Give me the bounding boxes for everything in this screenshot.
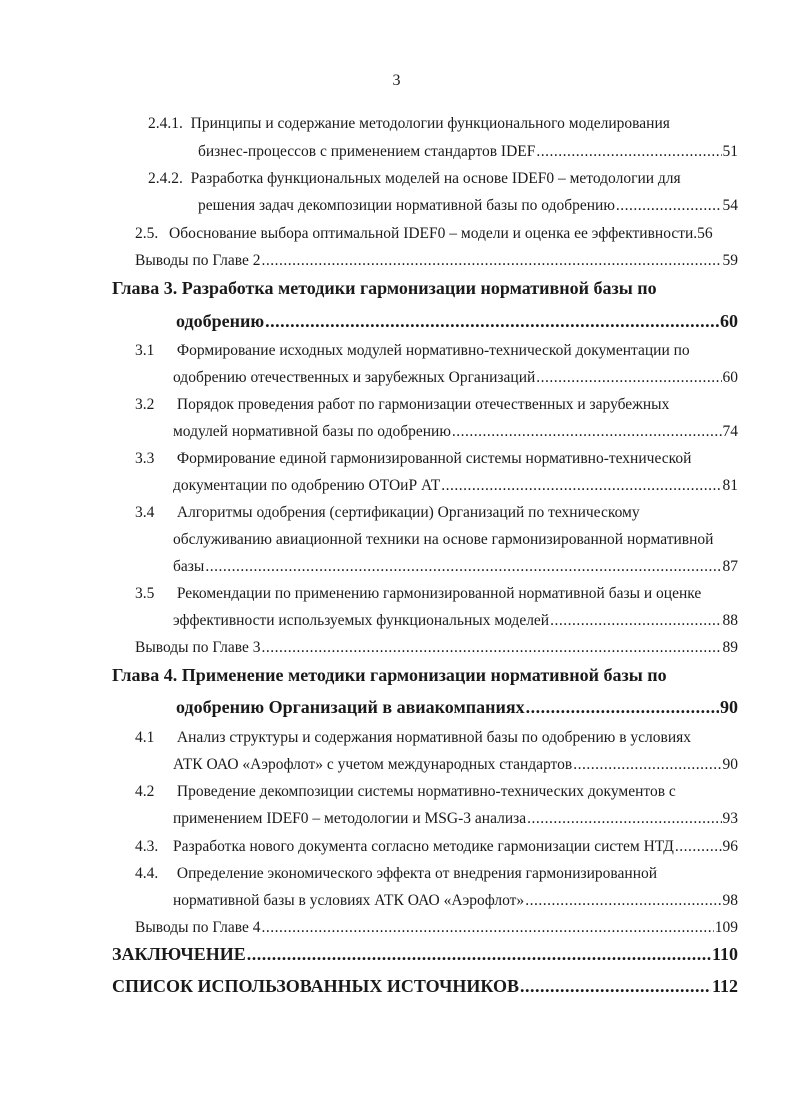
- dot-leader: [527, 810, 721, 828]
- entry-number: 2.5.: [135, 225, 159, 242]
- dot-leader: [526, 697, 719, 718]
- entry-title-line1: Алгоритмы одобрения (сертификации) Организаций по техническому: [176, 504, 640, 521]
- entry-page: 110: [711, 944, 738, 964]
- toc-entry-3-5-cont[interactable]: [173, 612, 738, 630]
- entry-number: 3.3: [135, 450, 155, 467]
- entry-title-line1: Разработка функциональных моделей на основе IDEF0 – методологии для: [190, 170, 681, 187]
- toc-entry-3-3[interactable]: [135, 450, 691, 468]
- toc-entry-4-4-cont[interactable]: [173, 892, 738, 910]
- toc-entry-conclusions-3[interactable]: [135, 639, 738, 657]
- dot-leader: [265, 311, 719, 332]
- page-number: 3: [392, 72, 401, 89]
- dot-leader: [616, 197, 722, 215]
- entry-page: 96: [722, 838, 738, 855]
- entry-page: 60: [722, 369, 738, 386]
- entry-number: 4.4.: [135, 865, 159, 882]
- entry-title-line2: одобрению Организаций в авиакомпаниях: [176, 697, 525, 717]
- dot-leader: [441, 477, 721, 495]
- entry-title: Выводы по Главе 4: [135, 919, 261, 936]
- entry-title-line1: Принципы и содержание методологии функционального моделирования: [190, 115, 670, 132]
- toc-entry-3-4[interactable]: [135, 504, 640, 522]
- toc-entry-3-2-cont[interactable]: [173, 423, 738, 441]
- toc-entry-4-1-cont[interactable]: [173, 756, 738, 774]
- entry-title: Выводы по Главе 2: [135, 252, 261, 269]
- entry-title-line2: эффективности используемых функциональных моделей: [173, 612, 550, 629]
- toc-entry-2-5[interactable]: [135, 225, 738, 243]
- dot-leader: [525, 892, 721, 910]
- dot-leader: [573, 756, 721, 774]
- toc-entry-4-1[interactable]: [135, 729, 691, 747]
- dot-leader: [536, 369, 721, 387]
- chapter-4-title[interactable]: Глава 4. Применение методики гармонизации нормативной базы по: [112, 665, 667, 685]
- entry-page: 51: [722, 143, 738, 160]
- entry-title: Разработка нового документа согласно методике гармонизации систем НТД: [173, 838, 674, 855]
- entry-title-line2: бизнес-процессов с применением стандартов IDEF: [198, 143, 536, 160]
- toc-entry-4-2-cont[interactable]: [173, 810, 738, 828]
- toc-entry-4-3[interactable]: [135, 838, 738, 856]
- entry-title-line1: Анализ структуры и содержания нормативной базы по одобрению в условиях: [176, 729, 692, 746]
- dot-leader: [205, 558, 721, 576]
- chapter-3-cont[interactable]: [176, 311, 738, 332]
- entry-page: 98: [722, 892, 738, 909]
- entry-page: 90: [720, 697, 738, 717]
- entry-title-line2: модулей нормативной базы по одобрению: [173, 423, 451, 440]
- toc-entry-3-1-cont[interactable]: [173, 369, 738, 387]
- toc-entry-3-2[interactable]: [135, 396, 669, 414]
- dot-leader: [262, 639, 722, 657]
- entry-page: 88: [722, 612, 738, 629]
- entry-title-line2: решения задач декомпозиции нормативной базы по одобрению: [198, 197, 615, 214]
- entry-number: 3.2: [135, 396, 155, 413]
- toc-entry-conclusion[interactable]: [112, 944, 738, 965]
- entry-number: 3.4: [135, 504, 155, 521]
- toc-entry-3-1[interactable]: [135, 342, 690, 360]
- entry-page: 90: [722, 756, 738, 773]
- entry-page: 81: [722, 477, 738, 494]
- entry-title-line2: одобрению отечественных и зарубежных Организаций: [173, 369, 536, 386]
- dot-leader: [536, 143, 721, 161]
- entry-title-line1: Проведение декомпозиции системы нормативно-технических документов с: [176, 783, 676, 800]
- entry-title: Выводы по Главе 3: [135, 639, 261, 656]
- entry-page: 59: [722, 252, 738, 269]
- entry-page: 112: [711, 976, 738, 996]
- entry-title-line2: обслуживанию авиационной техники на основе гармонизированной нормативной: [173, 531, 714, 548]
- toc-entry-conclusions-2[interactable]: [135, 252, 738, 270]
- entry-page: 54: [722, 197, 738, 214]
- toc-entry-2-4-2-cont[interactable]: [198, 197, 738, 215]
- entry-title-line1: Порядок проведения работ по гармонизации отечественных и зарубежных: [176, 396, 670, 413]
- entry-page: 89: [722, 639, 738, 656]
- chapter-4-cont[interactable]: [176, 697, 738, 718]
- entry-number: 3.5: [135, 585, 155, 602]
- dot-leader: [247, 944, 711, 965]
- entry-page: 56: [697, 225, 713, 242]
- toc-entry-2-4-1-cont[interactable]: [198, 143, 738, 161]
- entry-title-line2: документации по одобрению ОТОиР АТ: [173, 477, 441, 494]
- entry-title-line2: АТК ОАО «Аэрофлот» с учетом международных стандартов: [173, 756, 573, 773]
- toc-entry-4-4[interactable]: [135, 865, 657, 883]
- entry-page: 93: [722, 810, 738, 827]
- entry-title: Обоснование выбора оптимальной IDEF0 – модели и оценка ее эффективности.: [169, 225, 698, 242]
- entry-title-line2: нормативной базы в условиях АТК ОАО «Аэрофлот»: [173, 892, 525, 909]
- toc-entry-2-4-1[interactable]: [148, 115, 670, 133]
- toc-entry-3-3-cont[interactable]: [173, 477, 738, 495]
- entry-title-line1: Определение экономического эффекта от внедрения гармонизированной: [176, 865, 658, 882]
- entry-title-line2: одобрению: [176, 311, 265, 331]
- dot-leader: [262, 919, 714, 937]
- entry-page: 109: [714, 919, 738, 936]
- entry-title-line1: Формирование исходных модулей нормативно-технической документации по: [176, 342, 690, 359]
- chapter-3-title[interactable]: Глава 3. Разработка методики гармонизации нормативной базы по: [112, 278, 657, 298]
- entry-page: 87: [722, 558, 738, 575]
- dot-leader: [452, 423, 722, 441]
- dot-leader: [520, 976, 711, 997]
- entry-title-line1: Формирование единой гармонизированной системы нормативно-технической: [176, 450, 692, 467]
- entry-page: 60: [720, 311, 738, 331]
- toc-entry-3-5[interactable]: [135, 585, 701, 603]
- entry-title: ЗАКЛЮЧЕНИЕ: [112, 944, 246, 964]
- toc-entry-4-2[interactable]: [135, 783, 676, 801]
- dot-leader: [262, 252, 722, 270]
- entry-number: 3.1: [135, 342, 155, 359]
- entry-number: 2.4.1.: [148, 115, 183, 132]
- toc-entry-2-4-2[interactable]: [148, 170, 681, 188]
- entry-title-line2: применением IDEF0 – методологии и MSG-3 анализа: [173, 810, 527, 827]
- dot-leader: [675, 838, 722, 856]
- toc-entry-conclusions-4[interactable]: [135, 919, 738, 937]
- toc-entry-3-4-cont[interactable]: [173, 558, 738, 576]
- entry-title: СПИСОК ИСПОЛЬЗОВАННЫХ ИСТОЧНИКОВ: [112, 976, 519, 996]
- entry-title-line1: Рекомендации по применению гармонизированной нормативной базы и оценке: [176, 585, 702, 602]
- entry-number: 4.3.: [135, 838, 159, 855]
- entry-page: 74: [722, 423, 738, 440]
- entry-title-line3: базы: [173, 558, 205, 575]
- toc-entry-references[interactable]: [112, 976, 738, 997]
- dot-leader: [550, 612, 721, 630]
- entry-number: 4.2: [135, 783, 155, 800]
- entry-number: 4.1: [135, 729, 155, 746]
- entry-number: 2.4.2.: [148, 170, 183, 187]
